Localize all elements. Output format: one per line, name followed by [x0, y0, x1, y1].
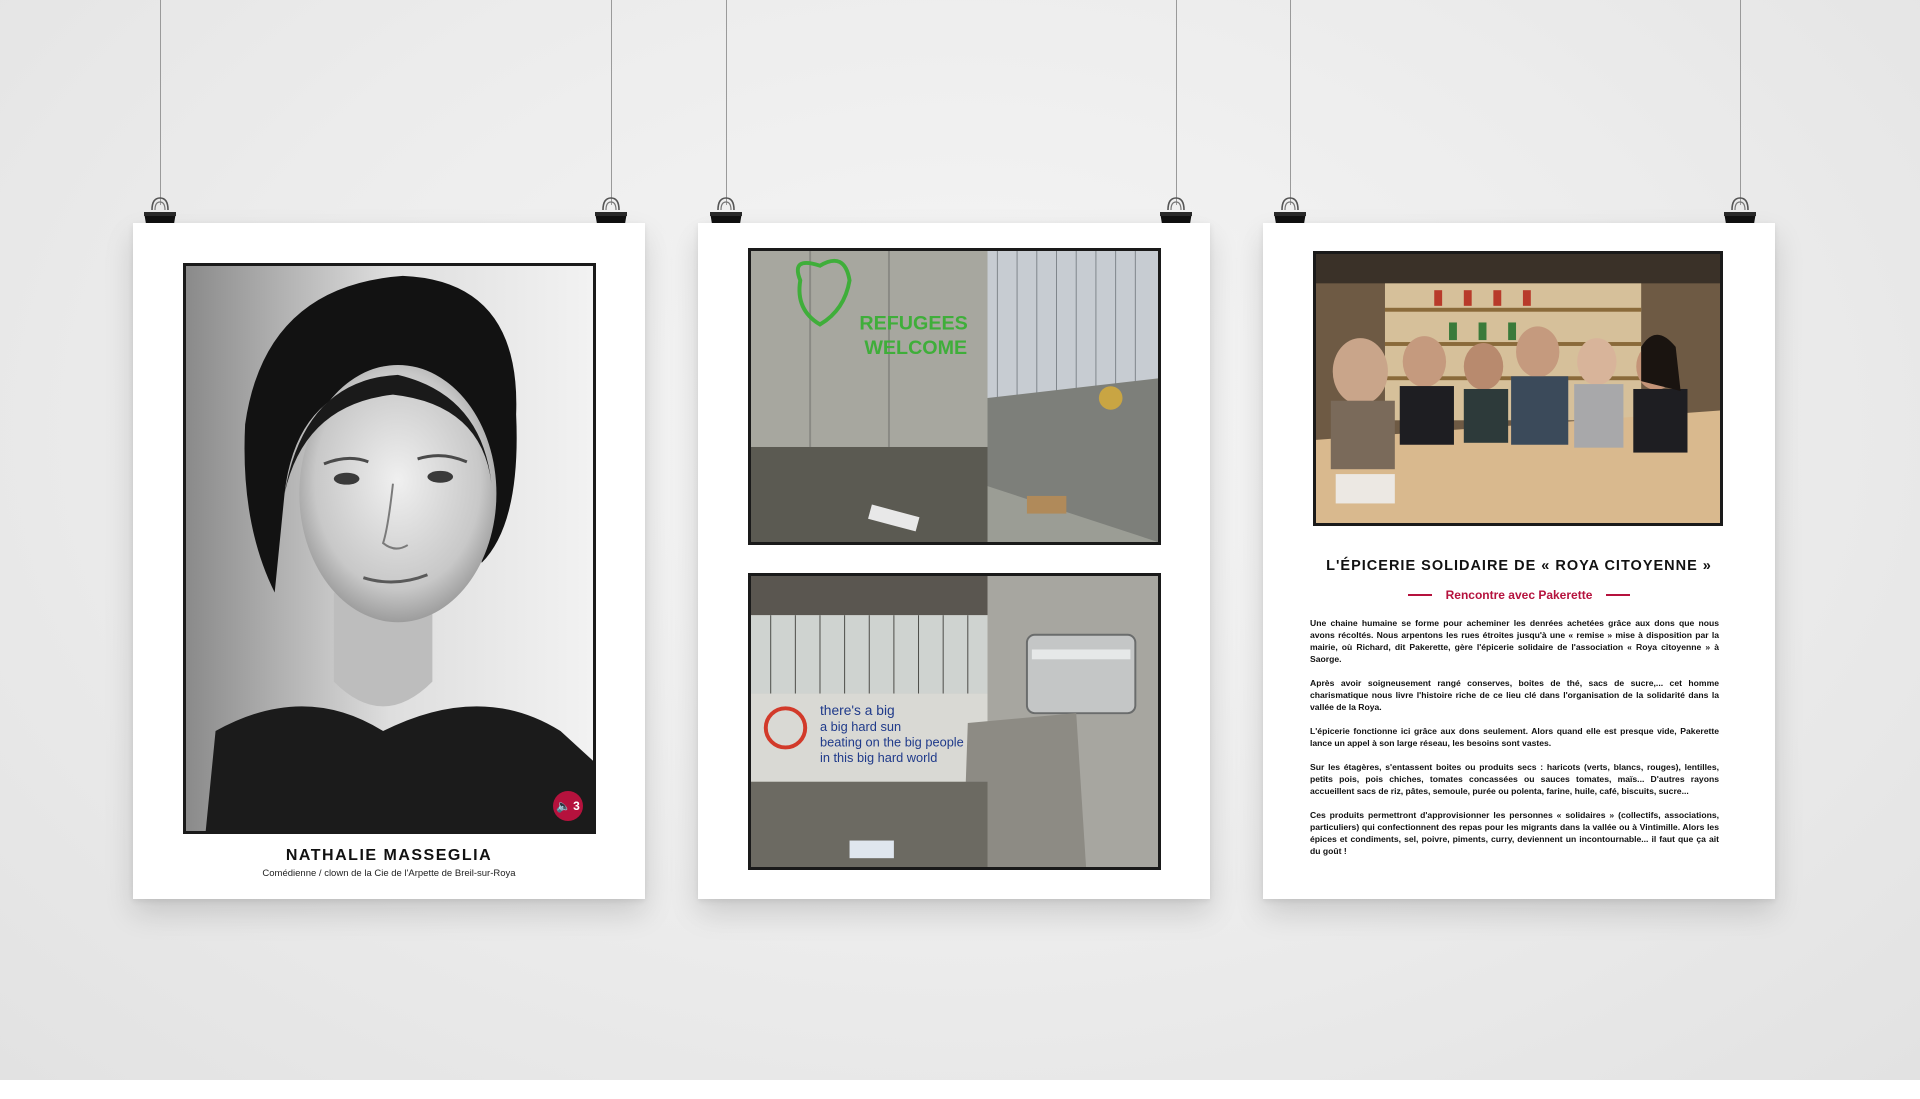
hanging-wire [611, 0, 612, 205]
person-role: Comédienne / clown de la Cie de l'Arpette de Breil-sur-Roya [262, 868, 516, 879]
hanging-wire [1290, 0, 1291, 205]
person-name: NATHALIE MASSEGLIA [285, 847, 493, 864]
graffiti-text-2: WELCOME [864, 336, 968, 359]
audio-track-number: 3 [573, 799, 580, 813]
hanging-wire [160, 0, 161, 205]
graffiti-photo-bottom [748, 573, 1161, 870]
poster-article [1263, 223, 1775, 899]
article-paragraph: Ces produits permettront d'approvisionner les personnes « solidaires » (collectifs, associations, particuliers) qui confectionnent des repas pour les migrants dans la vallée ou à Vintimille. Alors les épices et condiments, sel, poivre, piments, curry, deviennent un incontournable... il faut que ça ait du goût ! [1310, 810, 1719, 856]
poster-portrait [133, 223, 645, 899]
subtitle-text: Rencontre avec Pakerette [1445, 588, 1593, 602]
article-paragraph: L'épicerie fonctionne ici grâce aux dons seulement. Alors quand elle est presque vide, Pakerette lance un appel à son large réseau, les besoins sont vastes. [1310, 726, 1719, 748]
hanging-wire [726, 0, 727, 205]
graffiti-line-1: there's a big [819, 703, 895, 719]
article-subtitle [1263, 588, 1775, 602]
subtitle-rule-right [1606, 594, 1630, 596]
article-paragraph: Une chaine humaine se forme pour acheminer les denrées achetées grâce aux dons que nous avons récoltés. Nous arpentons les rues étroites jusqu'à une « remise » mise à disposition par la mairie, où Richard, dit Pakerette, gère l'épicerie solidaire de l'association « Roya citoyenne » à Saorge. [1310, 618, 1719, 664]
portrait-image [186, 266, 593, 831]
audio-badge[interactable] [553, 791, 583, 821]
subtitle-rule-left [1408, 594, 1432, 596]
graffiti-line-4: in this big hard world [819, 750, 938, 766]
article-paragraph: Après avoir soigneusement rangé conserves, boites de thé, sacs de sucre,... cet homme charismatique nous livre l'histoire riche de ce lieu clé dans l'organisation de la solidarité dans la vallée de la Roya. [1310, 678, 1719, 712]
graffiti-line-2: a big hard sun [819, 718, 902, 734]
graffiti-text-1: REFUGEES [859, 312, 968, 335]
hanging-wire [1176, 0, 1177, 205]
graffiti-line-3: beating on the big people [819, 734, 964, 750]
portrait-photo [183, 263, 596, 834]
bridge-camp-image [751, 576, 1158, 867]
article-body [1310, 617, 1719, 869]
article-paragraph: Sur les étagères, s'entassent boites ou produits secs : haricots (verts, blancs, rouges), lentilles, petits pois, pois chiches, tomates concassées ou sauces tomates, maïs... D'autres rayons accueillent sacs de riz, pâtes, semoule, purée ou polenta, farine, huile, café, biscuits, sucre... [1310, 762, 1719, 796]
floor-strip [0, 1080, 1920, 1099]
graffiti-photo-top [748, 248, 1161, 545]
article-title: L'ÉPICERIE SOLIDAIRE DE « ROYA CITOYENNE » [1326, 558, 1712, 574]
speaker-icon: 🔈 [556, 799, 572, 813]
grocery-photo [1313, 251, 1723, 526]
hanging-wire [1740, 0, 1741, 205]
grocery-store-image [1316, 254, 1720, 523]
poster-photos [698, 223, 1210, 899]
graffiti-wall-image [751, 251, 1158, 542]
